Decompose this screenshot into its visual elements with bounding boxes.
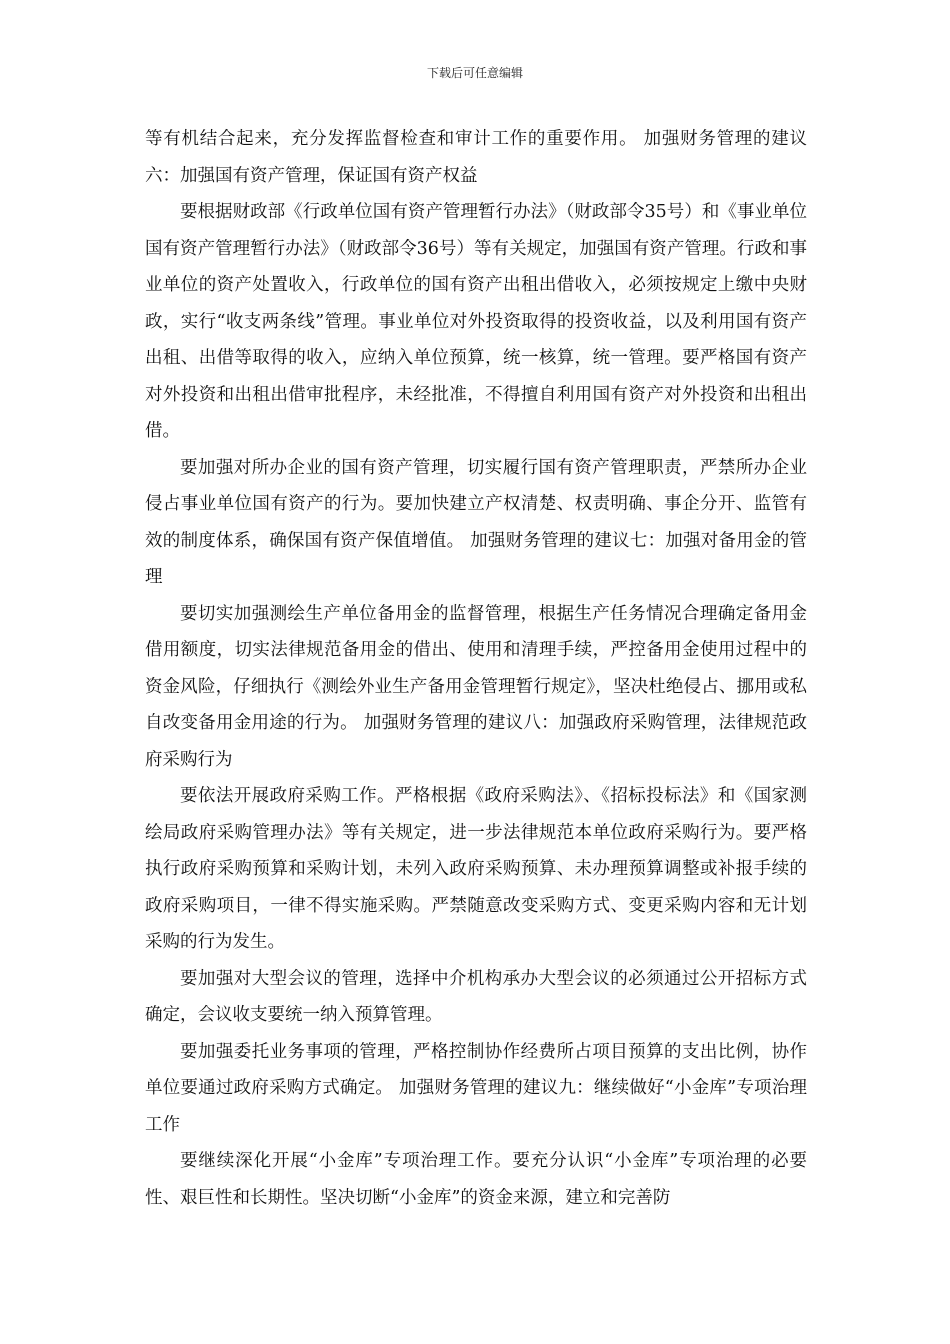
document-body xyxy=(145,121,807,1216)
paragraph-3: 要加强对所办企业的国有资产管理，切实履行国有资产管理职责，严禁所办企业侵占事业单位国有资产的行为。要加快建立产权清楚、权责明确、事企分开、监管有效的制度体系，确保国有资产保值增值。 加强财务管理的建议七：加强对备用金的管理 xyxy=(145,457,807,587)
paragraph-2: 要根据财政部《行政单位国有资产管理暂行办法》（财政部令35号）和《事业单位国有资产管理暂行办法》（财政部令36号）等有关规定，加强国有资产管理。行政和事业单位的资产处置收入，行政单位的国有资产出租出借收入，必须按规定上缴中央财政，实行“收支两条线”管理。事业单位对外投资取得的投资收益，以及利用国有资产出租、出借等取得的收入，应纳入单位预算，统一核算，统一管理。要严格国有资产对外投资和出租出借审批程序，未经批准，不得擅自利用国有资产对外投资和出租出借。 xyxy=(145,202,807,441)
paragraph-8: 要继续深化开展“小金库”专项治理工作。要充分认识“小金库”专项治理的必要性、艰巨性和长期性。坚决切断“小金库”的资金来源，建立和完善防 xyxy=(145,1151,807,1208)
page-header: 下载后可任意编辑 xyxy=(426,66,523,80)
paragraph-5: 要依法开展政府采购工作。严格根据《政府采购法》、《招标投标法》和《国家测绘局政府采购管理办法》等有关规定，进一步法律规范本单位政府采购行为。要严格执行政府采购预算和采购计划，未列入政府采购预算、未办理预算调整或补报手续的政府采购项目，一律不得实施采购。严禁随意改变采购方式、变更采购内容和无计划采购的行为发生。 xyxy=(145,786,807,952)
paragraph-7: 要加强委托业务事项的管理，严格控制协作经费所占项目预算的支出比例，协作单位要通过政府采购方式确定。 加强财务管理的建议九：继续做好“小金库”专项治理工作 xyxy=(145,1041,807,1135)
paragraph-4: 要切实加强测绘生产单位备用金的监督管理，根据生产任务情况合理确定备用金借用额度，切实法律规范备用金的借出、使用和清理手续，严控备用金使用过程中的资金风险，仔细执行《测绘外业生产备用金管理暂行规定》，坚决杜绝侵占、挪用或私自改变备用金用途的行为。 加强财务管理的建议八：加强政府采购管理，法律规范政府采购行为 xyxy=(145,603,807,770)
paragraph-1: 等有机结合起来，充分发挥监督检查和审计工作的重要作用。 加强财务管理的建议六：加强国有资产管理，保证国有资产权益 xyxy=(145,129,807,186)
paragraph-6: 要加强对大型会议的管理，选择中介机构承办大型会议的必须通过公开招标方式确定，会议收支要统一纳入预算管理。 xyxy=(145,968,807,1025)
